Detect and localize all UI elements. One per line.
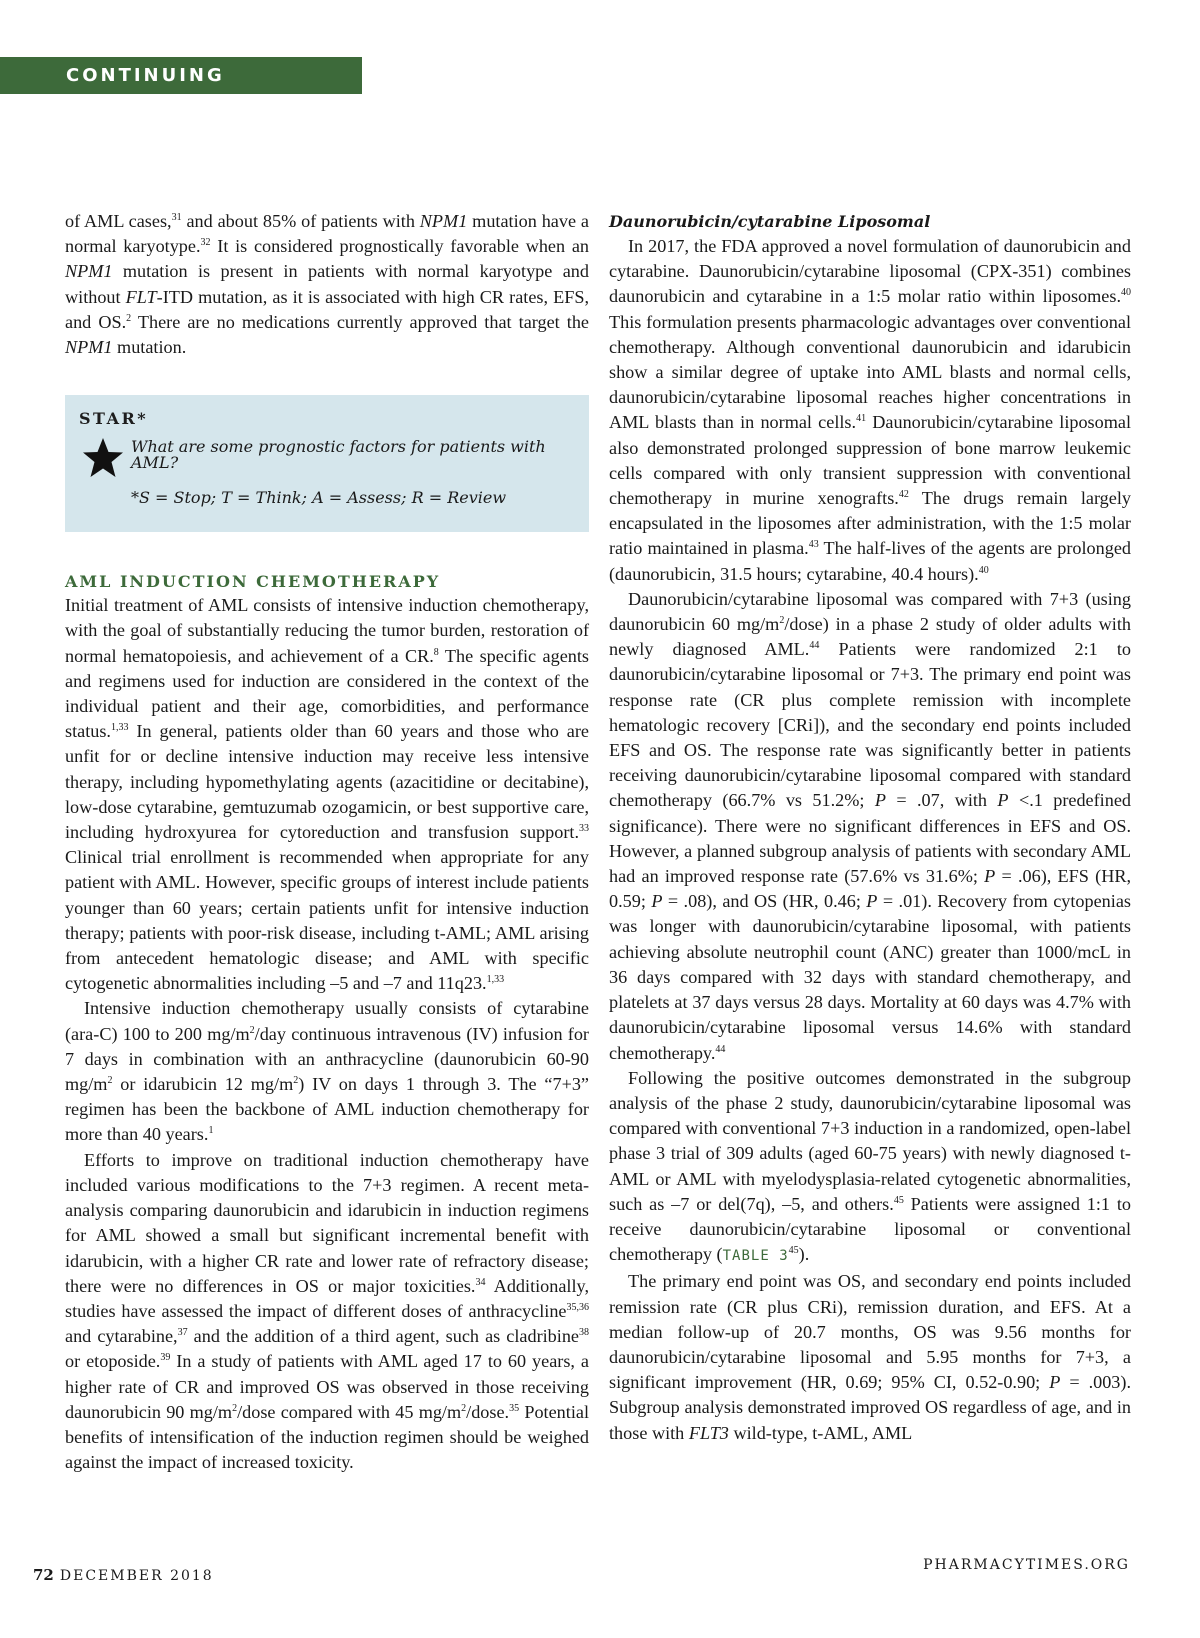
- footer-page-info: [33, 1566, 214, 1584]
- section-banner: CONTINUING EDUCATION: [0, 57, 362, 94]
- star-callout-title: STAR*: [79, 409, 149, 429]
- paragraph-initial-treatment: Initial treatment of AML consists of intensive induction chemotherapy, with the goal of substantially reducing the tumor burden, restoration of normal hematopoiesis, and achievement of a CR.$^8$ The specific agents and regimens used for induction are considered in the context of the individual patient and their age, comorbidities, and performance status.$^{1,33}$ In general, patients older than 60 years and those who are unfit for or decline intensive induction may receive less intensive therapy, including hypomethylating agents (azacitidine or decitabine), low-dose cytarabine, gemtuzumab ozogamicin, or best supportive care, including hydroxyurea for cytoreduction and transfusion support.$^{33}$ Clinical trial enrollment is recommended when appropriate for any patient with AML. However, specific groups of interest include patients younger than 60 years; certain patients unfit for intensive induction therapy; patients with poor-risk disease, including t-AML; AML arising from antecedent hematologic disease; and AML with specific cytogenetic abnormalities including –5 and –7 and 11q23.$^{1,33}$: [65, 595, 589, 994]
- star-callout: [65, 395, 589, 532]
- star-icon: [81, 436, 125, 480]
- paragraph-efforts: Efforts to improve on traditional induction chemotherapy have included various modifications to the 7+3 regimen. A recent meta-analysis comparing daunorubicin and idarubicin in induction regimens for AML showed a small but significant incremental benefit with idarubicin, with a higher CR rate and lower rate of refractory disease; there were no differences in OS or major toxicities.$^{34}$ Additionally, studies have assessed the impact of different doses of anthracycline$^{35,36}$ and cytarabine,$^{37}$ and the addition of a third agent, such as cladribine$^{38}$ or etoposide.$^{39}$ In a study of patients with AML aged 17 to 60 years, a higher rate of CR and improved OS was observed in those receiving daunorubicin 90 $mg/m^2$/dose compared with 45 $mg/m^2/dose.^{35}$ Potential benefits of intensification of the induction regimen should be weighed against the impact of increased toxicity.: [65, 1149, 589, 1473]
- right-column: [609, 209, 1131, 1446]
- left-column: [65, 209, 589, 1475]
- paragraph-primary-endpoint: The primary end point was OS, and secondary end points included remission rate (CR plus CRi), remission duration, and EFS. At a median follow-up of 20.7 months, OS was 9.56 months for daunorubicin/cytarabine liposomal and 5.95 months for 7+3, a significant improvement (HR, 0.69; 95% CI, 0.52-0.90; P = .003). Subgroup analysis demonstrated improved OS regardless of age, and in those with FLT3 wild-type, t-AML, AML: [609, 1271, 1131, 1443]
- footer-site: PHARMACYTIMES.ORG: [923, 1557, 1130, 1573]
- paragraph-intensive-induction: Intensive induction chemotherapy usually consists of cytarabine (ara-C) 100 to 200 $mg/m^2$/day continuous intravenous (IV) infusion for 7 days in combination with an anthracycline (daunorubicin 60-90 $mg/m^2$ or idarubicin 12 $mg/m^2$) IV on days 1 through 3. The “7+3” regimen has been the backbone of AML induction chemotherapy for more than 40 years.$^1$: [65, 998, 590, 1145]
- paragraph-npm1: of AML cases,$^{31}$ and about 85% of patients with NPM1 mutation have a normal karyotype.$^{32}$ It is considered prognostically favorable when an NPM1 mutation is present in patients with normal karyotype and without FLT-ITD mutation, as it is associated with high CR rates, EFS, and OS.$^2$ There are no medications currently approved that target the NPM1 mutation.: [65, 211, 590, 358]
- subheading-liposomal: Daunorubicin/cytarabine Liposomal: [609, 212, 931, 231]
- table-reference-link[interactable]: TABLE 3: [722, 1248, 789, 1265]
- star-callout-question: What are some prognostic factors for patients with AML?: [131, 437, 546, 473]
- section-heading: AML INDUCTION CHEMOTHERAPY: [65, 572, 441, 592]
- paragraph-phase3: Following the positive outcomes demonstrated in the subgroup analysis of the phase 2 study, daunorubicin/cytarabine liposomal was compared with conventional 7+3 induction in a randomized, open-label phase 3 trial of 309 adults (aged 60-75 years) with newly diagnosed t-AML or AML with myelodysplasia-related cytogenetic abnormalities, such as –7 or del(7q), –5, and others.$^{45}$ Patients were assigned 1:1 to receive daunorubicin/cytarabine liposomal or conventional chemotherapy (TABLE $3^{45}$).: [609, 1067, 1131, 1265]
- page-number: 72: [33, 1566, 54, 1584]
- issue-date: DECEMBER 2018: [59, 1568, 214, 1584]
- star-callout-key: *S = Stop; T = Think; A = Assess; R = Review: [131, 488, 507, 508]
- paragraph-fda-approval: In 2017, the FDA approved a novel formulation of daunorubicin and cytarabine. Daunorubicin/cytarabine liposomal (CPX-351) combines daunorubicin and cytarabine in a 1:5 molar ratio within liposomes.$^{40}$ This formulation presents pharmacologic advantages over conventional chemotherapy. Although conventional daunorubicin and idarubicin show a similar degree of uptake into AML blasts and normal cells, daunorubicin/cytarabine liposomal reaches higher concentrations in AML blasts than in normal cells.$^{41}$ Daunorubicin/cytarabine liposomal also demonstrated prolonged suppression of bone marrow leukemic cells compared with only transient suppression with conventional chemotherapy in murine xenografts.$^{42}$ The drugs remain largely encapsulated in the liposomes after administration, with the 1:5 molar ratio maintained in plasma.$^{43}$ The half-lives of the agents are prolonged (daunorubicin, 31.5 hours; cytarabine, 40.4 hours).$^{40}$: [609, 236, 1132, 584]
- paragraph-phase2: Daunorubicin/cytarabine liposomal was compared with 7+3 (using daunorubicin 60 $mg/m^2/dose$) in a phase 2 study of older adults with newly diagnosed AML.$^{44}$ Patients were randomized 2:1 to daunorubicin/cytarabine liposomal or 7+3. The primary end point was response rate (CR plus complete remission with incomplete hematologic recovery [CRi]), and the secondary end points included EFS and OS. The response rate was significantly better in patients receiving daunorubicin/cytarabine liposomal compared with standard chemotherapy (66.7% vs 51.2%; P = .07, with P <.1 predefined significance). There were no significant differences in EFS and OS. However, a planned subgroup analysis of patients with secondary AML had an improved response rate (57.6% vs 31.6%; P = .06), EFS (HR, 0.59; P = .08), and OS (HR, 0.46; P = .01). Recovery from cytopenias was longer with daunorubicin/cytarabine liposomal, with patients achieving absolute neutrophil count (ANC) greater than 1000/mcL in 36 days compared with 32 days with standard chemotherapy, and platelets at 37 days versus 28 days. Mortality at 60 days was 4.7% with daunorubicin/cytarabine liposomal versus 14.6% with standard chemotherapy.$^{44}$: [609, 588, 1132, 1063]
